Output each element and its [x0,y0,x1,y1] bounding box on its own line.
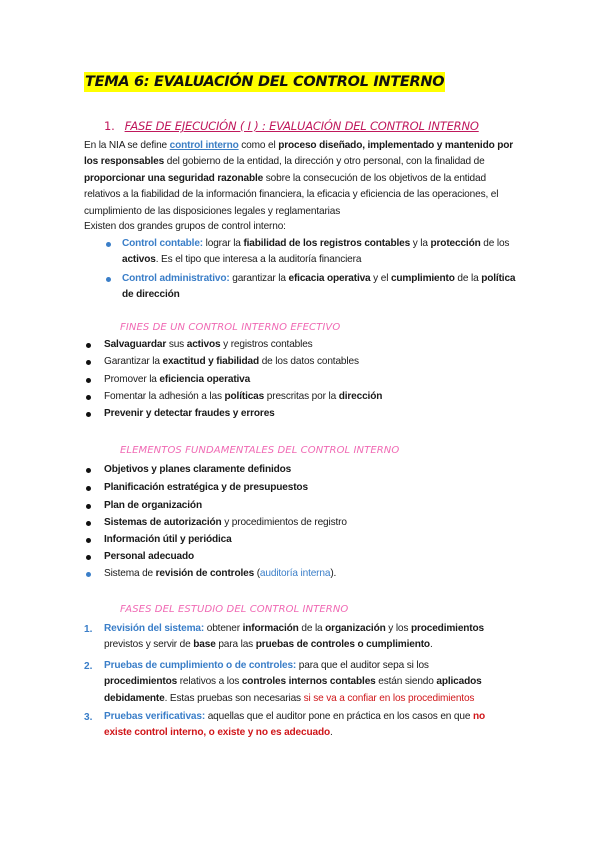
group-text: de la [454,273,482,284]
fase-text: están siendo [375,676,437,688]
intro-paragraph [84,138,524,220]
group-bold: eficacia operativa [288,273,371,284]
bullet-icon [106,242,111,247]
list-item [104,566,336,582]
fase-name: Pruebas verificativas: [104,711,206,722]
item-text: ). [330,568,337,579]
list-item [104,549,194,565]
item-bold: Objetivos y planes claramente definidos [104,464,292,475]
fase-text: de la [298,623,326,634]
item-bold: Información útil y periódica [104,534,232,545]
list-item [104,498,202,514]
item-text: de los datos contables [259,356,359,367]
fines-heading: FINES DE UN CONTROL INTERNO EFECTIVO [120,322,341,333]
section-label: FASE DE EJECUCIÓN ( I ) : EVALUACIÓN DEL CONTROL INTERNO [124,119,479,133]
item-bold: Planificación estratégica y de presupuestos [104,482,308,493]
group-bold: política de dirección [122,273,516,301]
item-bold: Personal adecuado [104,551,195,562]
item-text: y procedimientos de registro [221,517,347,528]
list-item [104,389,382,405]
bullet-icon [106,277,111,282]
list-item [104,515,347,531]
item-text: prescritas por la [264,391,339,402]
fase-text: obtener [204,623,243,634]
section-heading [104,119,479,133]
group-item-administrativo [122,271,522,304]
list-item [104,480,308,496]
item-bold: Salvaguardar [104,339,167,350]
fase-text: . [330,727,333,739]
item-text: Promover la [104,374,160,385]
section-number: 1. [104,119,115,133]
fase-bold: pruebas de controles o cumplimiento [255,639,430,651]
group-text: garantizar la [229,273,289,284]
item-bold: revisión de controles [155,568,255,579]
bullet-icon [86,486,91,491]
groups-intro: Existen dos grandes grupos de control interno: [84,221,286,232]
group-text: lograr la [203,238,244,249]
bullet-icon [86,343,91,348]
fase-text: . [429,639,433,651]
fase-bold: organización [325,623,386,634]
fase-bold: procedimientos [410,623,484,634]
item-bold: Prevenir y detectar fraudes y errores [104,408,275,419]
auditoria-interna-text: auditoría interna [259,568,331,579]
fase-number: 2. [84,661,93,672]
fase-item-revision [104,621,524,654]
bullet-icon [86,412,91,417]
list-item [104,354,359,370]
item-bold: eficiencia operativa [159,374,251,385]
list-item [104,406,275,422]
fase-item-cumplimiento [104,658,524,707]
fase-name: Pruebas de cumplimiento o de controles: [104,660,297,671]
intro-text: como el [238,140,279,151]
bullet-icon [86,360,91,365]
elementos-heading: ELEMENTOS FUNDAMENTALES DEL CONTROL INTERNO [120,445,400,456]
intro-text: del gobierno de la entidad, la dirección y otro personal, con la finalidad de [164,156,485,168]
group-text: y la [410,238,431,249]
page-title: TEMA 6: EVALUACIÓN DEL CONTROL INTERNO [85,74,445,90]
group-name: Control administrativo: [122,273,230,284]
item-text: Sistema de [104,568,156,579]
fase-text: . Estas pruebas son necesarias [164,692,304,704]
list-item [104,532,232,548]
bullet-icon [86,378,91,383]
fase-bold: base [193,639,216,651]
bullet-icon [86,555,91,560]
intro-text: sobre la consecución de los objetivos de la entidad relativos a la fiabilidad de la información financiera, la eficacia y eficiencia de las operaciones, el cumplimiento de las disposiciones legales y reglamentarias [84,172,499,217]
bullet-icon [86,504,91,509]
fase-text: relativos a los [177,676,242,688]
bullet-icon [86,468,91,473]
group-bold: activos [122,254,156,266]
group-item-contable [122,236,522,269]
fase-number: 1. [84,624,93,635]
item-bold: dirección [338,391,383,402]
item-bold: exactitud y fiabilidad [162,356,260,367]
intro-bold: proceso diseñado, implementado y mantenido por los responsables [84,140,514,168]
list-item [104,462,291,478]
bullet-icon [86,521,91,526]
item-text: y registros contables [220,339,313,350]
fase-bold: aplicados [436,676,482,688]
group-name: Control contable: [122,238,203,249]
bullet-icon [86,395,91,400]
fase-text: aquellas que el auditor pone en práctica en los casos en que [205,711,473,722]
fase-text: para que el auditor sepa si los [296,660,429,671]
fase-bold: debidamente [104,692,165,704]
fase-bold: información [242,623,299,634]
item-bold: activos [186,339,221,350]
fase-red-text: no [472,711,486,722]
fase-red-text: existe control interno, o existe y no es adecuado [104,727,330,739]
item-bold: Sistemas de autorización [104,517,222,528]
group-bold: protección [430,238,481,249]
group-bold: cumplimiento [390,273,455,284]
fase-bold: controles internos contables [241,676,376,688]
group-text: de los [480,238,510,249]
fase-bold: procedimientos [104,676,178,688]
item-text: Fomentar la adhesión a las [104,391,225,402]
item-text: Garantizar la [104,356,163,367]
item-bold: políticas [224,391,265,402]
bullet-icon [86,538,91,543]
fase-number: 3. [84,712,93,723]
list-item [104,372,250,388]
fase-name: Revisión del sistema: [104,623,205,634]
fase-red-text: si se va a confiar en los procedimientos [303,692,475,704]
bullet-icon [86,572,91,577]
control-interno-link[interactable]: control interno [169,140,239,151]
intro-bold: proporcionar una seguridad razonable [84,172,264,184]
fase-item-verificativas [104,709,524,742]
list-item [104,337,313,353]
fase-text: previstos y servir de [104,639,194,651]
group-bold: fiabilidad de los registros contables [243,238,411,249]
group-text: y el [370,273,391,284]
item-text: ( [254,568,260,579]
item-text: sus [166,339,187,350]
intro-text: En la NIA se define [84,140,170,151]
item-bold: Plan de organización [104,500,202,511]
fase-text: y los [385,623,411,634]
fase-text: para las [215,639,256,651]
fases-heading: FASES DEL ESTUDIO DEL CONTROL INTERNO [120,604,349,615]
group-text: . Es el tipo que interesa a la auditoría financiera [155,254,362,266]
